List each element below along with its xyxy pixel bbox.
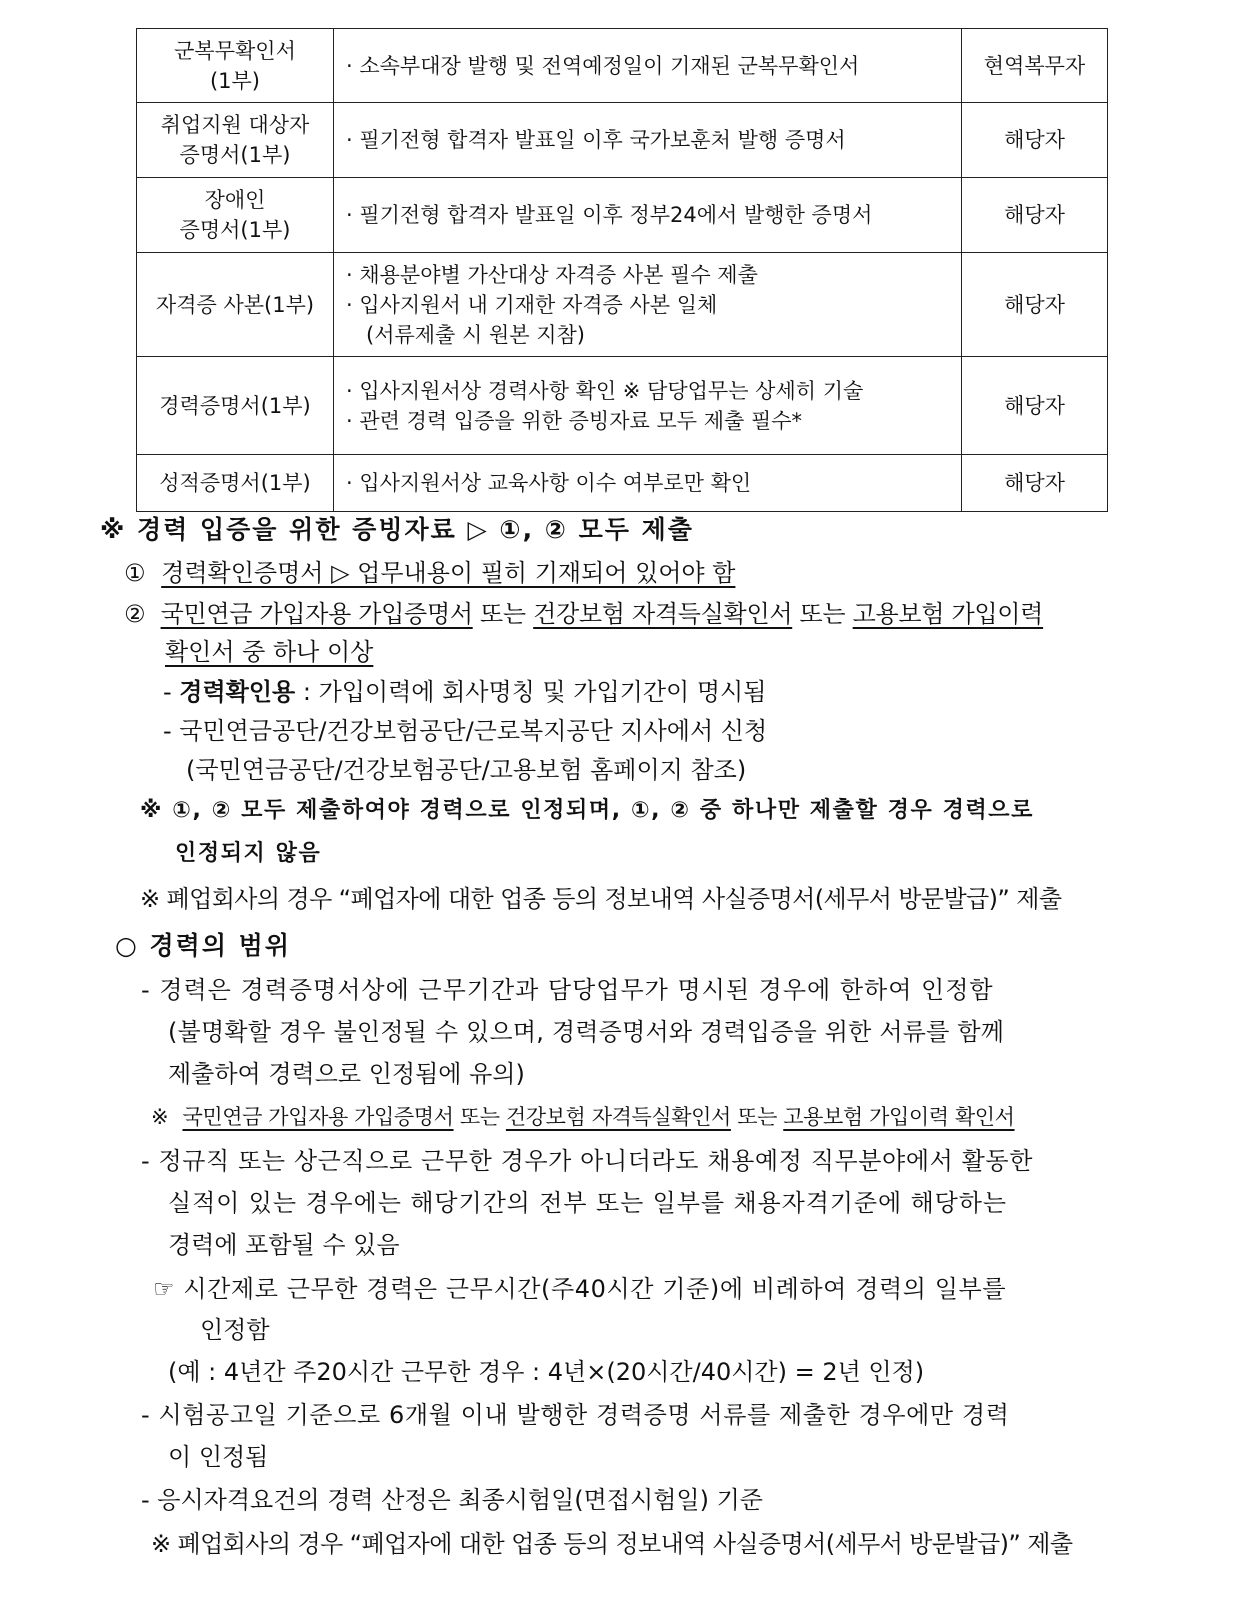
document-description-cell — [334, 455, 962, 512]
target-applicant: 해당자 — [1004, 471, 1065, 495]
proof-note-1-cont: 인정되지 않음 — [175, 841, 322, 866]
document-description-cell — [334, 253, 962, 357]
document-name: 성적증명서(1부) — [159, 471, 311, 495]
document-description-cell — [334, 357, 962, 455]
scope-p1-cont2: 제출하여 경력으로 인정됨에 유의) — [168, 1060, 525, 1088]
doc-employment-insurance: 고용보험 가입이력 — [852, 600, 1044, 628]
proof-item-2-cont: 확인서 중 하나 이상 — [165, 638, 374, 666]
document-name: 경력증명서(1부) — [159, 393, 311, 418]
scope-p3-example: (예 : 4년간 주20시간 근무한 경우 : 4년×(20시간/40시간) = 2년 인정) — [168, 1358, 925, 1386]
target-cell — [962, 178, 1108, 253]
proof-sub-2: - 국민연금공단/건강보험공단/근로복지공단 지사에서 신청 — [163, 717, 768, 745]
description-line: · 필기전형 합격자 발표일 이후 국가보훈처 발행 증명서 — [346, 128, 846, 152]
scope-heading: ○ 경력의 범위 — [115, 931, 291, 960]
description-line: (서류제출 시 원본 지참) — [366, 322, 585, 347]
proof-note-2: ※ 폐업회사의 경우 “폐업자에 대한 업종 등의 정보내역 사실증명서(세무서 방문발급)” 제출 — [140, 885, 1062, 913]
proof-heading: ※ 경력 입증을 위한 증빙자료 ▷ ①, ② 모두 제출 — [100, 515, 694, 544]
scope-p1-cont: (불명확할 경우 불인정될 수 있으며, 경력증명서와 경력입증을 위한 서류를 함께 — [168, 1018, 1005, 1046]
doc-pension: 국민연금 가입자용 가입증명서 — [160, 600, 473, 628]
scope-p2-cont: 실적이 있는 경우에는 해당기간의 전부 또는 일부를 채용자격기준에 해당하는 — [168, 1189, 1007, 1217]
scope-note — [151, 1102, 1015, 1132]
document-name: (1부) — [209, 68, 261, 93]
description-line: · 입사지원서상 교육사항 이수 여부로만 확인 — [346, 471, 752, 495]
scope-p6: ※ 폐업회사의 경우 “폐업자에 대한 업종 등의 정보내역 사실증명서(세무서 방문발급)” 제출 — [151, 1530, 1073, 1558]
target-cell — [962, 103, 1108, 178]
description-line: · 채용분야별 가산대상 자격증 사본 필수 제출 — [346, 262, 758, 287]
document-name-cell — [137, 178, 334, 253]
scope-p5: - 응시자격요건의 경력 산정은 최종시험일(면접시험일) 기준 — [141, 1486, 763, 1514]
description-line: · 입사지원서 내 기재한 자격증 사본 일체 — [346, 292, 718, 317]
table-row — [137, 178, 1108, 253]
proof-item-2 — [124, 599, 1043, 629]
document-name-cell — [137, 29, 334, 103]
scope-p1: - 경력은 경력증명서상에 근무기간과 담당업무가 명시된 경우에 한하여 인정함 — [141, 976, 994, 1004]
proof-sub-1 — [163, 677, 766, 707]
document-description-cell — [334, 103, 962, 178]
doc-health-insurance: 건강보험 자격득실확인서 — [533, 600, 793, 628]
target-applicant: 현역복무자 — [983, 53, 1086, 78]
description-line: · 필기전형 합격자 발표일 이후 정부24에서 발행한 증명서 — [346, 203, 873, 227]
description-line: · 입사지원서상 경력사항 확인 ※ 담당업무는 상세히 기술 — [346, 378, 864, 403]
bold-label: 경력확인용 — [179, 678, 296, 706]
sub-text: : 가입이력에 회사명칭 및 가입기간이 명시됨 — [295, 678, 767, 706]
document-description-cell — [334, 29, 962, 103]
target-cell — [962, 455, 1108, 512]
document-name: 장애인 — [204, 188, 266, 212]
or-text: 또는 — [730, 1105, 784, 1129]
scope-p3-cont: 인정함 — [200, 1316, 270, 1344]
document-name: 증명서(1부) — [179, 143, 291, 167]
document-name-cell — [137, 253, 334, 357]
description-line: · 소속부대장 발행 및 전역예정일이 기재된 군복무확인서 — [346, 53, 860, 78]
document-name-cell — [137, 357, 334, 455]
document-name: 취업지원 대상자 — [160, 113, 310, 137]
target-applicant: 해당자 — [1004, 203, 1065, 227]
proof-note-1: ※ ①, ② 모두 제출하여야 경력으로 인정되며, ①, ② 중 하나만 제출할 경우 경력으로 — [140, 798, 1034, 823]
document-name: 군복무확인서 — [174, 38, 296, 63]
document-name-cell — [137, 103, 334, 178]
target-cell — [962, 29, 1108, 103]
table-row — [137, 29, 1108, 103]
document-description-cell — [334, 178, 962, 253]
or-text: 또는 — [453, 1105, 506, 1129]
scope-p2-cont2: 경력에 포함될 수 있음 — [168, 1231, 400, 1259]
target-cell — [962, 253, 1108, 357]
scope-p3: ☞ 시간제로 근무한 경력은 근무시간(주40시간 기준)에 비례하여 경력의 일부를 — [153, 1275, 1007, 1303]
required-documents-table — [136, 28, 1108, 512]
scope-p4-cont: 이 인정됨 — [168, 1443, 269, 1471]
target-applicant: 해당자 — [1004, 393, 1065, 418]
or-text: 또는 — [472, 600, 534, 628]
description-line: · 관련 경력 입증을 위한 증빙자료 모두 제출 필수* — [346, 408, 803, 433]
item-text: 경력확인증명서 ▷ 업무내용이 필히 기재되어 있어야 함 — [161, 559, 736, 587]
table-row — [137, 455, 1108, 512]
proof-sub-2-cont: (국민연금공단/건강보험공단/고용보험 홈페이지 참조) — [186, 756, 747, 784]
target-applicant: 해당자 — [1004, 128, 1065, 152]
doc-employment-insurance: 고용보험 가입이력 확인서 — [783, 1105, 1015, 1129]
dash: - — [163, 678, 180, 706]
scope-p4: - 시험공고일 기준으로 6개월 이내 발행한 경력증명 서류를 제출한 경우에만 경력 — [141, 1401, 1010, 1429]
scope-p2: - 정규직 또는 상근직으로 근무한 경우가 아니더라도 채용예정 직무분야에서 활동한 — [141, 1147, 1033, 1175]
target-applicant: 해당자 — [1004, 292, 1065, 317]
table-row — [137, 357, 1108, 455]
document-name: 자격증 사본(1부) — [155, 292, 315, 317]
document-name: 증명서(1부) — [179, 218, 291, 242]
doc-health-insurance: 건강보험 자격득실확인서 — [505, 1105, 731, 1129]
table-row — [137, 253, 1108, 357]
table-row — [137, 103, 1108, 178]
item-number: ② — [124, 600, 146, 628]
doc-pension: 국민연금 가입자용 가입증명서 — [182, 1105, 454, 1129]
target-cell — [962, 357, 1108, 455]
proof-item-1 — [124, 558, 735, 588]
or-text: 또는 — [792, 600, 853, 628]
note-mark: ※ — [151, 1105, 169, 1129]
item-number: ① — [124, 559, 146, 587]
document-name-cell — [137, 455, 334, 512]
